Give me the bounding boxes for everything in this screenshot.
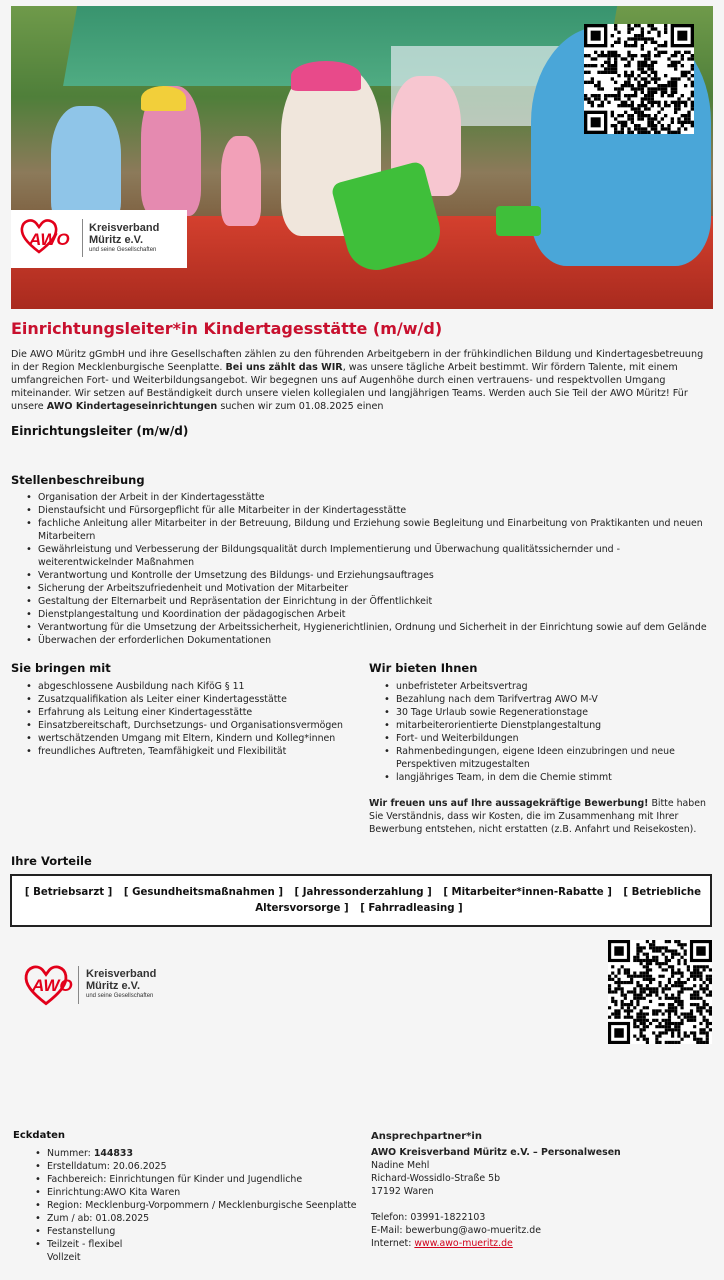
closing-body: Bitte haben Sie Verständnis, dass wir Kosten, die im Zusammenhang mit Ihrer Bewerbung entstehen, nicht erstatten (z.B. Anfahrt und Reisekosten).	[369, 798, 706, 835]
offer-item: • Rahmenbedingungen, eigene Ideen einzubringen und neue Perspektiven mitzugestalten	[382, 745, 712, 771]
closing-text	[369, 797, 709, 836]
org-line2: Müritz e.V.	[86, 980, 140, 992]
contact-phone: Telefon: 03991-1822103	[371, 1212, 486, 1223]
description-item: • Verantwortung für die Umsetzung der Arbeitssicherheit, Hygienerichtlinien, Ordnung und Sicherheit in der Einrichtung sowie auf dem Gelände	[24, 621, 714, 634]
job-title: Einrichtungsleiter*in Kindertagesstätte (m/w/d)	[11, 319, 443, 338]
contact-street: Richard-Wossidlo-Straße 5b	[371, 1173, 501, 1184]
intro-part3: suchen wir zum 01.08.2025 einen	[220, 401, 384, 412]
offer-item: • langjähriges Team, in dem die Chemie stimmt	[382, 771, 712, 784]
benefit-tag: [ Gesundheitsmaßnahmen ]	[123, 887, 283, 898]
org-tagline: und seine Gesellschaften	[86, 993, 154, 999]
requirements-list	[24, 680, 354, 758]
website-link[interactable]: www.awo-mueritz.de	[414, 1238, 513, 1249]
description-heading: Stellenbeschreibung	[11, 473, 145, 487]
description-item: • Gestaltung der Elternarbeit und Repräsentation der Einrichtung in der Öffentlichkeit	[24, 595, 714, 608]
qr-code-bottom[interactable]	[608, 940, 712, 1044]
fact-number-label: Nummer:	[47, 1148, 91, 1159]
requirement-item: • Einsatzbereitschaft, Durchsetzungs- und Organisationsvermögen	[24, 719, 354, 732]
benefit-tag: [ Jahressonderzahlung ]	[294, 887, 432, 898]
requirement-item: • Erfahrung als Leitung einer Kindertagesstätte	[24, 706, 354, 719]
intro-bold1: Bei uns zählt das WIR	[225, 362, 343, 373]
description-item: • Verantwortung und Kontrolle der Umsetzung des Bildungs- und Erziehungsauftrages	[24, 569, 714, 582]
description-list	[24, 491, 714, 647]
awo-logo	[11, 210, 187, 268]
contact-block	[371, 1130, 621, 1250]
offer-item: • Fort- und Weiterbildungen	[382, 732, 712, 745]
org-line2: Müritz e.V.	[89, 234, 143, 246]
description-item: • Dienstaufsicht und Fürsorgepflicht für alle Mitarbeiter in der Kindertagesstätte	[24, 504, 714, 517]
facts-heading: Eckdaten	[13, 1130, 65, 1141]
org-line1: Kreisverband	[86, 968, 157, 980]
requirement-item: • wertschätzenden Umgang mit Eltern, Kindern und Kolleg*innen	[24, 732, 354, 745]
benefits-heading: Ihre Vorteile	[11, 854, 92, 868]
benefit-tag: [ Betriebliche Altersvorsorge ]	[255, 887, 702, 914]
fact-item: • Fachbereich: Einrichtungen für Kinder und Jugendliche	[33, 1173, 363, 1186]
requirement-item: • abgeschlossene Ausbildung nach KiföG § 11	[24, 680, 354, 693]
fact-number-value: 144833	[93, 1148, 133, 1159]
contact-web-label: Internet:	[371, 1238, 412, 1249]
intro-text	[11, 348, 711, 413]
position-title: Einrichtungsleiter (m/w/d)	[11, 424, 189, 438]
benefit-tag: [ Fahrradleasing ]	[360, 903, 463, 914]
closing-bold: Wir freuen uns auf Ihre aussagekräftige Bewerbung!	[369, 798, 649, 809]
qr-code-icon	[584, 24, 694, 134]
awo-logo-text: AWO	[29, 230, 70, 249]
fact-item: • Region: Mecklenburg-Vorpommern / Mecklenburgische Seenplatte	[33, 1199, 363, 1212]
contact-heading: Ansprechpartner*in	[371, 1131, 482, 1142]
requirement-item: • Zusatzqualifikation als Leiter einer Kindertagesstätte	[24, 693, 354, 706]
fact-item: • Einrichtung:AWO Kita Waren	[33, 1186, 363, 1199]
awo-org-name	[89, 222, 159, 255]
intro-bold2: AWO Kindertageseinrichtungen	[46, 401, 218, 412]
fact-item: • Zum / ab: 01.08.2025	[33, 1212, 363, 1225]
fact-number	[33, 1147, 363, 1160]
org-tagline: und seine Gesellschaften	[89, 247, 157, 253]
benefit-tag: [ Mitarbeiter*innen-Rabatte ]	[443, 887, 612, 898]
org-line1: Kreisverband	[89, 222, 160, 234]
offer-heading: Wir bieten Ihnen	[369, 661, 478, 675]
facts-list	[33, 1147, 363, 1251]
offer-list	[382, 680, 712, 784]
fact-item: • Festanstellung	[33, 1225, 363, 1238]
contact-web	[371, 1237, 621, 1250]
contact-email[interactable]: E-Mail: bewerbung@awo-mueritz.de	[371, 1225, 541, 1236]
fact-extra: Vollzeit	[47, 1252, 81, 1263]
benefits-box	[10, 874, 712, 927]
contact-city: 17192 Waren	[371, 1186, 434, 1197]
offer-item: • unbefristeter Arbeitsvertrag	[382, 680, 712, 693]
fact-item: • Teilzeit - flexibel	[33, 1238, 363, 1251]
offer-item: • 30 Tage Urlaub sowie Regenerationstage	[382, 706, 712, 719]
qr-code-icon	[608, 940, 712, 1044]
contact-org: AWO Kreisverband Müritz e.V. – Personalwesen	[371, 1147, 621, 1158]
qr-code-top[interactable]	[584, 24, 694, 134]
description-item: • Dienstplangestaltung und Koordination der pädagogischen Arbeit	[24, 608, 714, 621]
contact-name: Nadine Mehl	[371, 1160, 430, 1171]
fact-item: • Erstelldatum: 20.06.2025	[33, 1160, 363, 1173]
description-item: • fachliche Anleitung aller Mitarbeiter in der Betreuung, Bildung und Erziehung sowie Begleitung und Einarbeitung von Praktikanten und neuen Mitarbeitern	[24, 517, 714, 543]
awo-logo-bottom	[18, 962, 194, 1008]
description-item: • Sicherung der Arbeitszufriedenheit und Motivation der Mitarbeiter	[24, 582, 714, 595]
benefit-tag: [ Betriebsarzt ]	[24, 887, 113, 898]
offer-item: • Bezahlung nach dem Tarifvertrag AWO M-V	[382, 693, 712, 706]
intro-part1: Die AWO Müritz gGmbH und ihre Gesellschaften zählen zu den führenden Arbeitgebern in der frühkindlichen Bildung und Kindertagesbetreuung in der Region Mecklenburgische Seenplatte.	[11, 349, 704, 373]
offer-item: • mitarbeiterorientierte Dienstplangestaltung	[382, 719, 712, 732]
intro-part2: , was unsere tägliche Arbeit bestimmt. Wir fördern Talente, mit einem umfangreichen Fort- und Weiterbildungsangebot. Wir begegnen uns auf Augenhöhe durch einen vertrauens- und respektvollen Umgang miteinander. Wir setzen auf Beständigkeit durch unsere vielen kollegialen und langjährigen Teams. Werden auch Sie Teil der AWO Müritz! Für unsere	[11, 362, 688, 412]
awo-logo-text: AWO	[32, 976, 73, 995]
requirements-heading: Sie bringen mit	[11, 661, 111, 675]
requirement-item: • freundliches Auftreten, Teamfähigkeit und Flexibilität	[24, 745, 354, 758]
description-item: • Organisation der Arbeit in der Kindertagesstätte	[24, 491, 714, 504]
awo-org-name	[86, 968, 156, 1001]
description-item: • Überwachen der erforderlichen Dokumentationen	[24, 634, 714, 647]
description-item: • Gewährleistung und Verbesserung der Bildungsqualität durch Implementierung und Überwachung qualitätssichernder und -weiterentwickelnder Maßnahmen	[24, 543, 714, 569]
